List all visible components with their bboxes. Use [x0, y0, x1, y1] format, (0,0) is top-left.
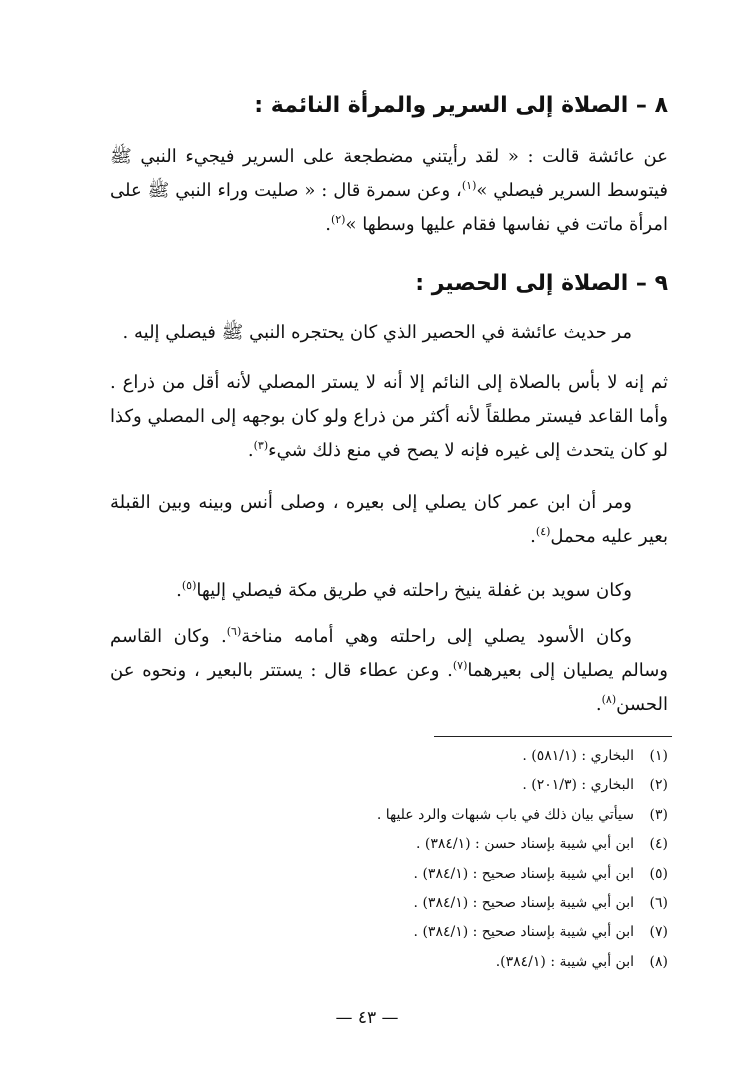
footnote-item	[150, 860, 668, 889]
footnote-item	[150, 801, 668, 830]
section-8-heading: ٨ – الصلاة إلى السرير والمرأة النائمة :	[254, 93, 668, 118]
footnote-number: (٤)	[649, 836, 668, 853]
paragraph-text: .	[176, 580, 182, 601]
footnote-item	[150, 918, 668, 947]
paragraph-text: . وعن عطاء قال : يستتر بالبعير ، ونحوه عن الحسن	[110, 660, 668, 715]
footnote-ref-7: (٧)	[452, 659, 468, 672]
footnote-text: البخاري : (٥٨١/١) .	[522, 748, 634, 764]
paragraph-text: مر حديث عائشة في الحصير الذي كان يحتجره النبي ﷺ فيصلي إليه .	[122, 322, 632, 343]
paragraph-text: ثم إنه لا بأس بالصلاة إلى النائم إلا أنه لا يستر المصلي لأنه أقل من ذراع . وأما القاعد فيستر مطلقاً لأنه أكثر من ذراع ولو كان بوجهه إلى المصلي وكذا لو كان يتحدث إلى غيره فإنه لا يصح في منع ذلك شيء	[110, 372, 668, 461]
footnote-ref-5: (٥)	[181, 579, 197, 592]
footnote-ref-6: (٦)	[226, 625, 242, 638]
paragraph-text: . وكان القاسم وسالم يصليان إلى بعيرهما	[110, 626, 668, 681]
section-9-paragraph-5	[110, 620, 668, 722]
footnote-text: ابن أبي شيبة بإسناد حسن : (٣٨٤/١) .	[415, 836, 634, 853]
footnote-text: ابن أبي شيبة بإسناد صحيح : (٣٨٤/١) .	[413, 865, 634, 882]
paragraph-text: ، وعن سمرة قال : « صليت وراء النبي ﷺ على امرأة ماتت في نفاسها فقام عليها وسطها »	[110, 180, 668, 235]
section-9-paragraph-1	[110, 316, 668, 350]
footnote-item	[150, 830, 668, 859]
footnotes-list	[150, 742, 668, 977]
paragraph-text: ومر أن ابن عمر كان يصلي إلى بعيره ، وصلى أنس وبينه وبين القبلة بعير عليه محمل	[110, 492, 668, 547]
footnote-ref-8: (٨)	[601, 693, 617, 706]
footnote-item	[150, 889, 668, 918]
footnote-ref-2: (٢)	[330, 213, 346, 226]
footnote-number: (٣)	[649, 806, 668, 823]
footnote-divider	[434, 736, 672, 737]
footnote-text: ابن أبي شيبة بإسناد صحيح : (٣٨٤/١) .	[413, 924, 634, 941]
footnote-ref-1: (١)	[461, 179, 477, 192]
footnote-number: (٨)	[649, 953, 668, 970]
footnote-ref-3: (٣)	[253, 439, 269, 452]
footnote-ref-4: (٤)	[535, 525, 551, 538]
footnote-number: (٥)	[649, 865, 668, 882]
footnote-number: (٦)	[649, 895, 668, 912]
footnote-item	[150, 948, 668, 977]
footnote-text: ابن أبي شيبة بإسناد صحيح : (٣٨٤/١) .	[413, 895, 634, 912]
section-9-paragraph-3	[110, 486, 668, 554]
footnote-text: سيأتي بيان ذلك في باب شبهات والرد عليها .	[376, 806, 634, 823]
paragraph-text: عن عائشة قالت : « لقد رأيتني مضطجعة على السرير فيجيء النبي ﷺ فيتوسط السرير فيصلي »	[110, 146, 668, 201]
section-9-paragraph-2	[110, 366, 668, 468]
section-8-paragraph	[110, 140, 668, 242]
paragraph-text: .	[247, 440, 254, 461]
paragraph-text: .	[595, 694, 602, 715]
footnote-item	[150, 771, 668, 800]
section-9-paragraph-4	[110, 574, 668, 608]
paragraph-text: .	[530, 526, 536, 547]
footnote-number: (١)	[649, 748, 668, 764]
footnote-text: ابن أبي شيبة : (٣٨٤/١).	[495, 953, 634, 970]
section-9-heading: ٩ – الصلاة إلى الحصير :	[415, 271, 668, 296]
footnote-number: (٢)	[649, 777, 668, 794]
footnote-number: (٧)	[649, 924, 668, 941]
paragraph-text: .	[325, 214, 331, 235]
paragraph-text: وكان الأسود يصلي إلى راحلته وهي أمامه مناخة	[241, 626, 632, 647]
footnote-item	[150, 742, 668, 771]
paragraph-text: وكان سويد بن غفلة ينيخ راحلته في طريق مكة فيصلي إليها	[196, 580, 632, 601]
footnote-text: البخاري : (٢٠١/٣) .	[522, 777, 634, 794]
page-number: — ٤٣ —	[335, 1008, 399, 1028]
